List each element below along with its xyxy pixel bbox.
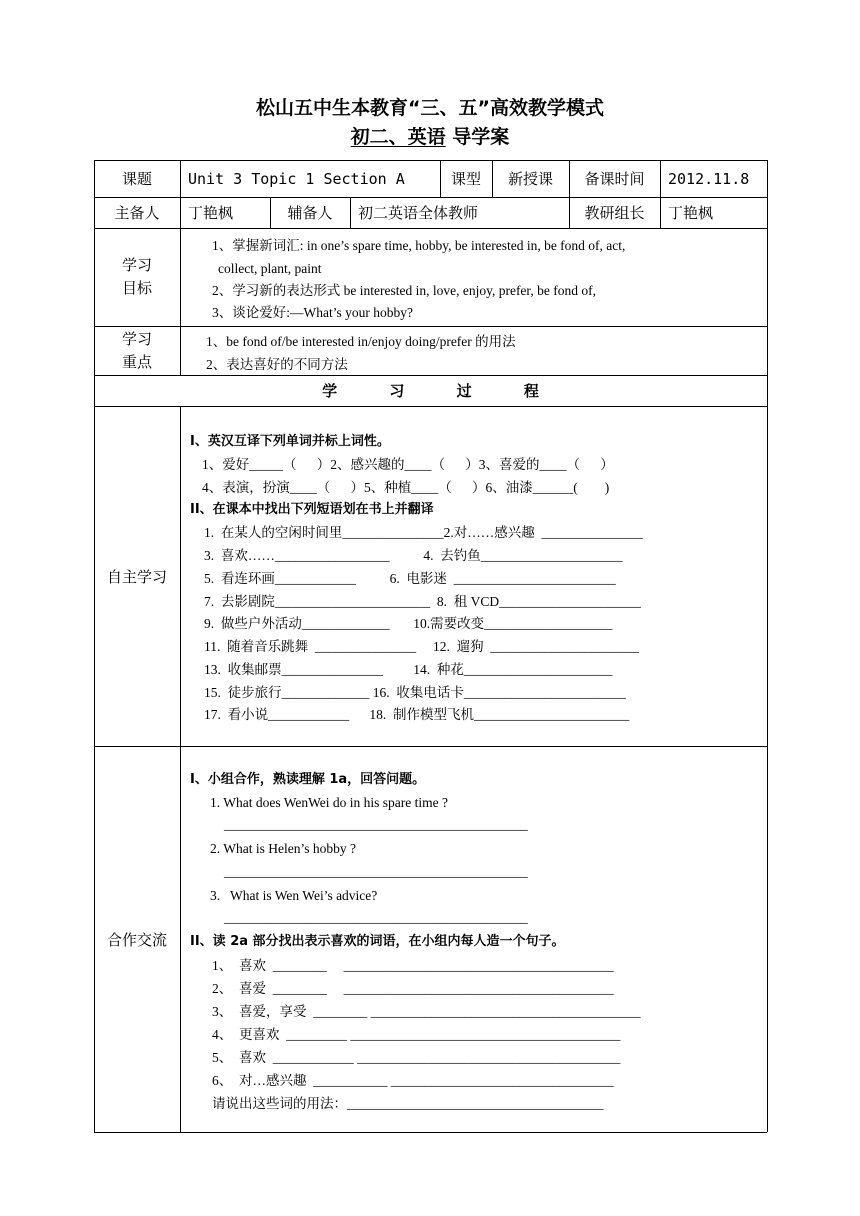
exercise-line: 5. 看连环画____________ 6. 电影迷 ________________________ xyxy=(204,571,616,586)
cooperation-label: 合作交流 xyxy=(106,930,167,949)
type-value: 新授课 xyxy=(507,170,553,188)
goal-line: 3、谈论爱好:—What’s your hobby? xyxy=(212,305,413,320)
table-rule xyxy=(767,160,768,1132)
group-leader-label: 教研组长 xyxy=(584,204,645,222)
keypoints-label-line: 重点 xyxy=(121,353,152,371)
exercise-line: 1. 在某人的空闲时间里_______________2.对……感兴趣 _______________ xyxy=(204,525,643,540)
exercise-line: 1、 喜欢 ________ ________________________________________ xyxy=(212,958,614,973)
date-label: 备课时间 xyxy=(584,170,645,188)
goal-line: collect, plant, paint xyxy=(218,261,322,276)
question-line: 2. What is Helen’s hobby ? xyxy=(210,841,356,856)
exercise-line: 2、 喜爱 ________ ________________________________________ xyxy=(212,981,614,996)
section-heading: Ⅰ、英汉互译下列单词并标上词性。 xyxy=(190,434,390,449)
keypoints-label-line: 学习 xyxy=(121,330,152,348)
topic-label: 课题 xyxy=(121,170,152,188)
exercise-line: 15. 徒步旅行_____________ 16. 收集电话卡________________________ xyxy=(204,685,626,700)
goal-line: 2、学习新的表达形式 be interested in, love, enjoy, prefer, be fond of, xyxy=(212,283,596,298)
goal-line: 1、掌握新词汇: in one’s spare time, hobby, be interested in, be fond of, act, xyxy=(212,238,626,253)
exercise-line: 4、表演，扮演____（ ）5、种植____（ ）6、油漆______( ) xyxy=(202,480,610,495)
type-label: 课型 xyxy=(450,170,481,188)
answer-blank: _____________________________________________ xyxy=(224,910,528,925)
exercise-line: 7. 去影剧院_______________________ 8. 租 VCD_____________________ xyxy=(204,594,641,609)
exercise-line: 6、 对…感兴趣 ___________ _________________________________ xyxy=(212,1073,614,1088)
table-rule xyxy=(94,228,767,229)
table-rule xyxy=(94,406,767,407)
topic-value: Unit 3 Topic 1 Section A xyxy=(188,169,405,188)
table-rule xyxy=(94,326,767,327)
answer-blank: _____________________________________________ xyxy=(224,817,528,832)
goals-label-line: 学习 xyxy=(121,256,152,274)
goals-label xyxy=(94,254,180,300)
self-study-label: 自主学习 xyxy=(106,567,167,586)
lead-teacher-value: 丁艳枫 xyxy=(188,204,234,222)
table-rule xyxy=(180,406,181,1132)
table-rule xyxy=(94,1132,767,1133)
section-heading: II、读 2a 部分找出表示喜欢的词语，在小组内每人造一个句子。 xyxy=(190,934,565,949)
assist-teacher-label: 辅备人 xyxy=(287,204,333,222)
exercise-line: 5、 喜欢 ____________ _______________________________________ xyxy=(212,1050,621,1065)
table-rule xyxy=(94,746,767,747)
exercise-line: 请说出这些词的用法：______________________________________ xyxy=(212,1096,604,1111)
assist-teacher-value: 初二英语全体教师 xyxy=(358,204,479,222)
document-title: 松山五中生本教育“三、五”高效教学模式 xyxy=(256,97,604,119)
keypoint-line: 1、be fond of/be interested in/enjoy doing/prefer 的用法 xyxy=(206,334,516,349)
exercise-line: 13. 收集邮票_______________ 14. 种花______________________ xyxy=(204,662,613,677)
exercise-line: 17. 看小说____________ 18. 制作模型飞机_______________________ xyxy=(204,707,630,722)
answer-blank: _____________________________________________ xyxy=(224,864,528,879)
document-subtitle xyxy=(0,122,860,149)
exercise-line: 3. 喜欢……_________________ 4. 去钓鱼_____________________ xyxy=(204,548,623,563)
exercise-line: 11. 随着音乐跳舞 _______________ 12. 遛狗 ______________________ xyxy=(204,639,639,654)
question-line: 3. What is Wen Wei’s advice? xyxy=(210,888,378,903)
date-value: 2012.11.8 xyxy=(668,169,750,188)
subtitle-doc-type: 导学案 xyxy=(445,126,510,148)
exercise-line: 9. 做些户外活动_____________ 10.需要改变___________________ xyxy=(204,616,613,631)
keypoint-line: 2、表达喜好的不同方法 xyxy=(206,357,348,372)
group-leader-value: 丁艳枫 xyxy=(668,204,714,222)
section-heading: Ⅰ、小组合作，熟读理解 1a，回答问题。 xyxy=(190,772,426,787)
subtitle-subject: 初二、英语 xyxy=(350,126,446,148)
keypoints-label xyxy=(94,328,180,374)
goals-label-line: 目标 xyxy=(121,279,152,297)
exercise-line: 1、爱好_____（ ）2、感兴趣的____（ ）3、喜爱的____（ ） xyxy=(202,457,614,472)
process-header: 学 习 过 程 xyxy=(322,382,539,400)
exercise-line: 4、 更喜欢 _________ ________________________________________ xyxy=(212,1027,621,1042)
question-line: 1. What does WenWei do in his spare time ? xyxy=(210,795,449,810)
lead-teacher-label: 主备人 xyxy=(114,204,160,222)
section-heading: II、在课本中找出下列短语划在书上并翻译 xyxy=(190,502,434,517)
exercise-line: 3、 喜爱，享受 ________ ________________________________________ xyxy=(212,1004,641,1019)
